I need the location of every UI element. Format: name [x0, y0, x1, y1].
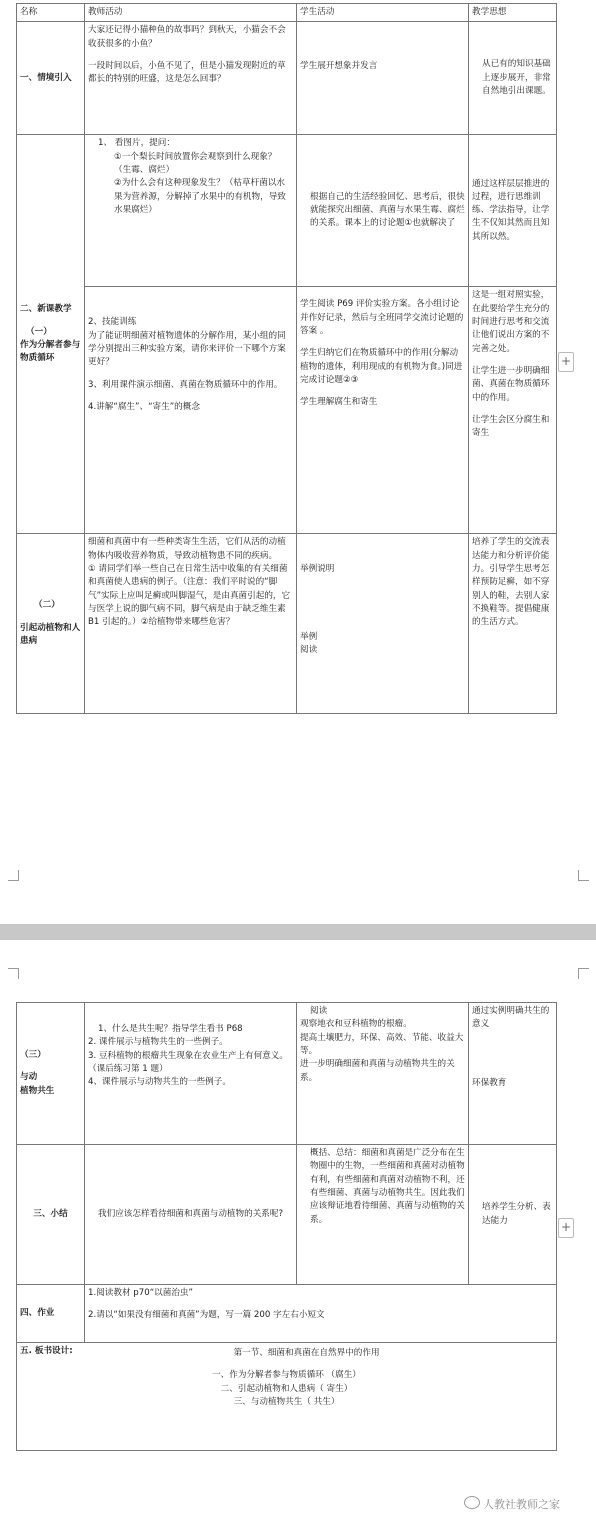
add-row-icon[interactable]: + [558, 352, 574, 372]
symbiosis-teacher: 1、什么是共生呢？指导学生看书 P68 2. 课件展示与植物共生的一些例子。 3. 豆科植物的根瘤共生现象在农业生产上有何意义。（课后练习第 1 题） 4、课件展示与动物共生的一些例子。 [85, 1003, 297, 1145]
intro-row [17, 22, 557, 135]
homework-row [17, 1285, 557, 1343]
crop-mark [578, 968, 589, 979]
symbiosis-student: 阅读 观察地衣和豆科植物的根瘤。 提高土壤肥力，环保、高效、节能、收益大等。 进一步明确细菌和真菌与动植物共生的关系。 [297, 1003, 469, 1145]
board-design-row [17, 1343, 557, 1451]
summary-teacher: 我们应该怎样看待细菌和真菌与动植物的关系呢? [85, 1145, 297, 1285]
header-row [17, 4, 557, 22]
intro-student: 学生展开想象并发言 [297, 22, 469, 135]
new-lesson-row-b [17, 287, 557, 534]
crop-mark [8, 870, 19, 881]
board-stage: 五. 板书设计: [20, 1346, 73, 1356]
symbiosis-row [17, 1003, 557, 1145]
lesson-plan-table-page-2 [16, 1002, 557, 1451]
crop-mark [578, 870, 589, 881]
board-design [17, 1343, 557, 1451]
summary-student: 概括、总结：细菌和真菌是广泛分布在生物圈中的生物，一些细菌和真菌对动植物有利，有些细菌和真菌对动植物不利，还有些细菌、真菌与动植物共生。因此我们应该辩证地看待细菌、真菌与动植物的关系。 [297, 1145, 469, 1285]
symbiosis-idea: 通过实例明确共生的意义 环保教育 [469, 1003, 557, 1145]
new-lesson-teacher-b: 2、技能训练 为了能证明细菌对植物遗体的分解作用，某小组的同学分别提出三种实验方案，请你来评价一下哪个方案更好？ 3、利用课件演示细菌、真菌在物质循环中的作用。 4.讲解“腐生”、“寄生”的概念 [85, 287, 297, 534]
header-teacher: 教师活动 [85, 4, 297, 22]
summary-idea: 培养学生分析、表达能力 [469, 1145, 557, 1285]
homework-items: 1.阅读教材 p70“以菌治虫” 2.请以“如果没有细菌和真菌”为题，写一篇 200 字左右小短文 [85, 1285, 557, 1343]
new-lesson-row-a [17, 135, 557, 287]
new-lesson-stage: 二、新课教学 （一） 作为分解者参与物质循环 [17, 135, 85, 534]
crop-mark [8, 968, 19, 979]
disease-student: 举例说明 举例 阅读 [297, 534, 469, 714]
lesson-plan-table-page-1 [16, 3, 557, 714]
header-student: 学生活动 [297, 4, 469, 22]
intro-teacher: 大家还记得小猫种鱼的故事吗？到秋天，小猫会不会收获很多的小鱼？ 一段时间以后，小鱼不见了，但是小猫发现附近的草都长的特别的旺盛，这是怎么回事？ [85, 22, 297, 135]
weibo-icon [464, 1496, 480, 1509]
disease-row [17, 534, 557, 714]
header-idea: 教学思想 [469, 4, 557, 22]
summary-row [17, 1145, 557, 1285]
intro-stage: 一、情境引入 [17, 22, 85, 135]
new-lesson-idea-b: 这是一组对照实验，在此要给学生充分的时间进行思考和交流让他们说出方案的不完善之处。 让学生进一步明确细菌、真菌在物质循环中的作用。 让学生会区分腐生和寄生 [469, 287, 557, 534]
disease-teacher: 细菌和真菌中有一些种类寄生生活，它们从活的动植物体内吸收营养物质，导致动植物患不同的疾病。 ① 请同学们举一些自己在日常生活中收集的有关细菌和真菌使人患病的例子。（注意：我们平时说的“脚气”实际上应叫足癣或叫脚湿气，是由真菌引起的，它与医学上说的脚气病不同，脚气病是由于缺乏维生素 B1 引起的。）②给植物带来哪些危害？ [85, 534, 297, 714]
new-lesson-idea-a: 通过这样层层推进的过程，进行思维训练、学法指导，让学生不仅知其然而且知其所以然。 [469, 135, 557, 287]
add-row-icon[interactable]: + [558, 1218, 574, 1238]
header-name: 名称 [17, 4, 85, 22]
disease-stage: （二） 引起动植物和人患病 [17, 534, 85, 714]
page-separator [0, 924, 596, 940]
board-lines: 第一节、细菌和真菌在自然界中的作用 一、作为分解者参与物质循环 （腐生） 二、引起动植物和人患病（ 寄生） 三、与动植物共生（ 共生） [212, 1348, 380, 1407]
watermark: 人教社教师之家 [464, 1496, 560, 1512]
new-lesson-student-a: 根据自己的生活经验回忆、思考后，很快就能探究出细菌、真菌与水果生霉、腐烂的关系。课本上的讨论题①也就解决了 [297, 135, 469, 287]
intro-idea: 从已有的知识基础上逐步展开，非常自然地引出课题。 [469, 22, 557, 135]
new-lesson-student-b: 学生阅读 P69 评价实验方案。各小组讨论并作好记录，然后与全班同学交流讨论题的答案 。 学生归纳它们在物质循环中的作用(分解动植物的遗体，利用现成的有机物为食。)同进完成讨论题②③ 学生理解腐生和寄生 [297, 287, 469, 534]
summary-stage: 三、小结 [17, 1145, 85, 1285]
homework-stage: 四、作业 [17, 1285, 85, 1343]
new-lesson-teacher-a: 1、 看图片，提问： ①一个梨长时间放置你会观察到什么现象？（生霉、腐烂） ②为什么会有这种现象发生？（枯草杆菌以水果为营养源，分解掉了水果中的有机物，导致水果腐烂） [85, 135, 297, 287]
disease-idea: 培养了学生的交流表达能力和分析评价能力。引导学生思考怎样预防足癣，如不穿别人的鞋，去别人家不换鞋等。提倡健康的生活方式。 [469, 534, 557, 714]
symbiosis-stage: （三） 与动 植物共生 [17, 1003, 85, 1145]
